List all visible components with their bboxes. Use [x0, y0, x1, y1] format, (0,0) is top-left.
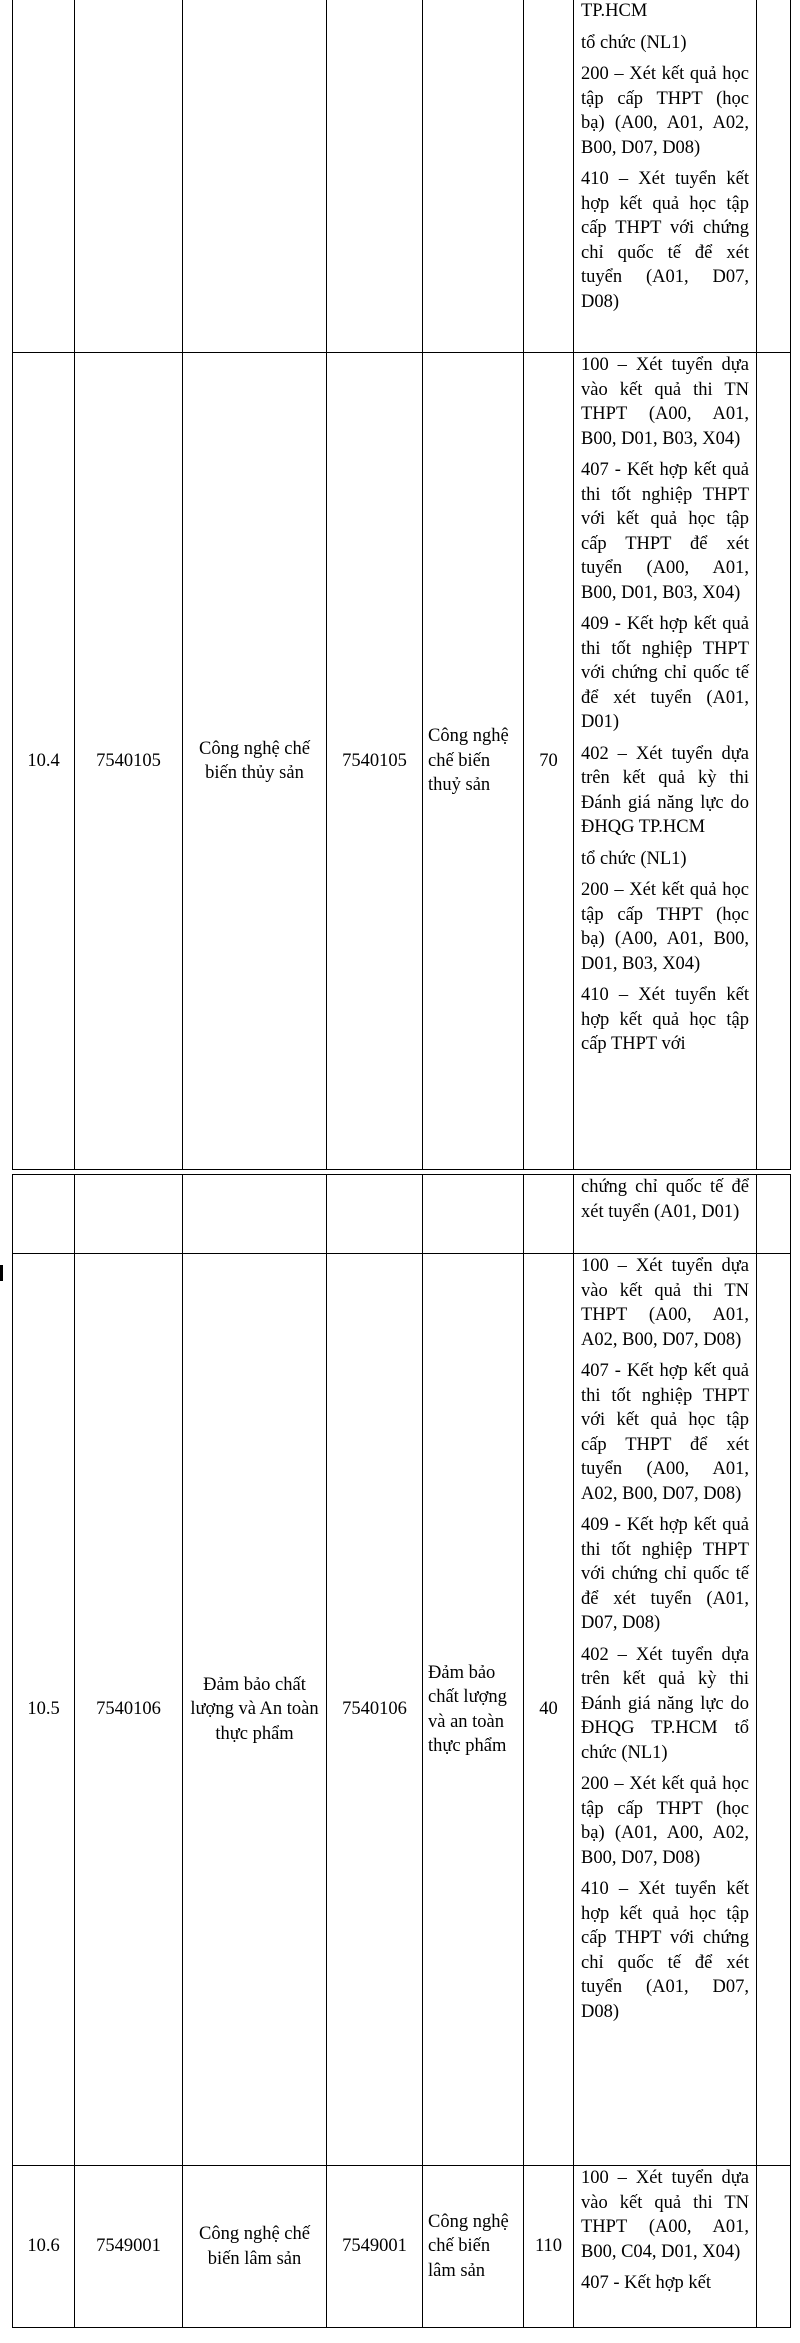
major-name-cell: [183, 1175, 327, 1254]
admission-table-page-2: [12, 1174, 791, 2328]
major-code-cell: [75, 1175, 183, 1254]
quota-cell: 70: [524, 353, 574, 1170]
note-cell: [757, 2166, 791, 2328]
stt-cell: 10.6: [13, 2166, 75, 2328]
stt-cell: [13, 1175, 75, 1254]
method-item: tổ chức (NL1): [581, 32, 687, 53]
quota-cell: [524, 1175, 574, 1254]
table-row-continuation: [13, 0, 791, 353]
method-item: 200 – Xét kết quả học tập cấp THPT (học bạ) (A00, A01, A02, B00, D07, D08): [581, 64, 749, 158]
method-item: 407 - Kết hợp kết quả thi tốt nghiệp THPT với kết quả học tập cấp THPT để xét tuyển (A00, A01, B00, D01, B03, X04): [581, 460, 749, 603]
methods-cell: [574, 0, 757, 353]
major-code-cell: 7540106: [75, 1254, 183, 2166]
methods-cell: [574, 353, 757, 1170]
methods-cell: [574, 1254, 757, 2166]
major-code-cell: 7549001: [75, 2166, 183, 2328]
table-row-10-6: [13, 2166, 791, 2328]
program-name-cell: Đảm bảo chất lượng và an toàn thực phẩm: [423, 1254, 524, 2166]
method-item: 410 – Xét tuyển kết hợp kết quả học tập cấp THPT với chứng chỉ quốc tế để xét tuyển (A01, D07, D08): [581, 1879, 749, 2022]
program-name-cell: [423, 0, 524, 353]
method-item: 402 – Xét tuyển dựa trên kết quả kỳ thi Đánh giá năng lực do ĐHQG TP.HCM tổ chức (NL1): [581, 1644, 749, 1763]
major-name-cell: Đảm bảo chất lượng và An toàn thực phẩm: [183, 1254, 327, 2166]
stt-cell: 10.4: [13, 353, 75, 1170]
method-item: 402 – Xét tuyển dựa trên kết quả kỳ thi Đánh giá năng lực do ĐHQG TP.HCM: [581, 743, 749, 837]
quota-cell: 110: [524, 2166, 574, 2328]
admission-table-page-1: [12, 0, 791, 1170]
note-cell: [757, 0, 791, 353]
method-item: 200 – Xét kết quả học tập cấp THPT (học bạ) (A00, A01, B00, D01, B03, X04): [581, 880, 749, 974]
method-item: 410 – Xét tuyển kết hợp kết quả học tập cấp THPT với: [581, 985, 749, 1054]
method-item: 409 - Kết hợp kết quả thi tốt nghiệp THPT với chứng chỉ quốc tế để xét tuyển (A01, D07, D08): [581, 1515, 749, 1633]
method-item: 407 - Kết hợp kết quả thi tốt nghiệp THPT với kết quả học tập cấp THPT để xét tuyển (A00, A01, A02, B00, D07, D08): [581, 1361, 749, 1504]
program-code-cell: [327, 0, 423, 353]
program-code-cell: 7549001: [327, 2166, 423, 2328]
method-item: chứng chỉ quốc tế để xét tuyển (A01, D01): [581, 1177, 749, 1222]
note-cell: [757, 1175, 791, 1254]
major-name-cell: Công nghệ chế biến thủy sản: [183, 353, 327, 1170]
major-code-cell: 7540105: [75, 353, 183, 1170]
major-code-cell: [75, 0, 183, 353]
major-name-cell: [183, 0, 327, 353]
method-item: 410 – Xét tuyển kết hợp kết quả học tập cấp THPT với chứng chỉ quốc tế để xét tuyển (A01, D07, D08): [581, 169, 749, 312]
margin-mark: [0, 1265, 3, 1281]
stt-cell: [13, 0, 75, 353]
methods-cell: [574, 2166, 757, 2328]
table-row-continuation: [13, 1175, 791, 1254]
method-item: 409 - Kết hợp kết quả thi tốt nghiệp THPT với chứng chỉ quốc tế để xét tuyển (A01, D01): [581, 614, 749, 732]
note-cell: [757, 1254, 791, 2166]
method-item: 100 – Xét tuyển dựa vào kết quả thi TN THPT (A00, A01, B00, D01, B03, X04): [581, 355, 749, 449]
program-name-cell: [423, 1175, 524, 1254]
program-name-cell: Công nghệ chế biến lâm sản: [423, 2166, 524, 2328]
program-code-cell: 7540106: [327, 1254, 423, 2166]
note-cell: [757, 353, 791, 1170]
method-item: 200 – Xét kết quả học tập cấp THPT (học bạ) (A01, A00, A02, B00, D07, D08): [581, 1774, 749, 1868]
method-item: TP.HCM: [581, 1, 648, 21]
method-item: tổ chức (NL1): [581, 848, 687, 869]
method-item: 100 – Xét tuyển dựa vào kết quả thi TN THPT (A00, A01, A02, B00, D07, D08): [581, 1256, 749, 1350]
method-item: 100 – Xét tuyển dựa vào kết quả thi TN THPT (A00, A01, B00, C04, D01, X04): [581, 2168, 749, 2262]
program-code-cell: 7540105: [327, 353, 423, 1170]
table-row-10-4: [13, 353, 791, 1170]
program-code-cell: [327, 1175, 423, 1254]
stt-cell: 10.5: [13, 1254, 75, 2166]
table-row-10-5: [13, 1254, 791, 2166]
program-name-cell: Công nghệ chế biến thuỷ sản: [423, 353, 524, 1170]
major-name-cell: Công nghệ chế biến lâm sản: [183, 2166, 327, 2328]
method-item: 407 - Kết hợp kết: [581, 2273, 712, 2293]
methods-cell: [574, 1175, 757, 1254]
quota-cell: 40: [524, 1254, 574, 2166]
quota-cell: [524, 0, 574, 353]
